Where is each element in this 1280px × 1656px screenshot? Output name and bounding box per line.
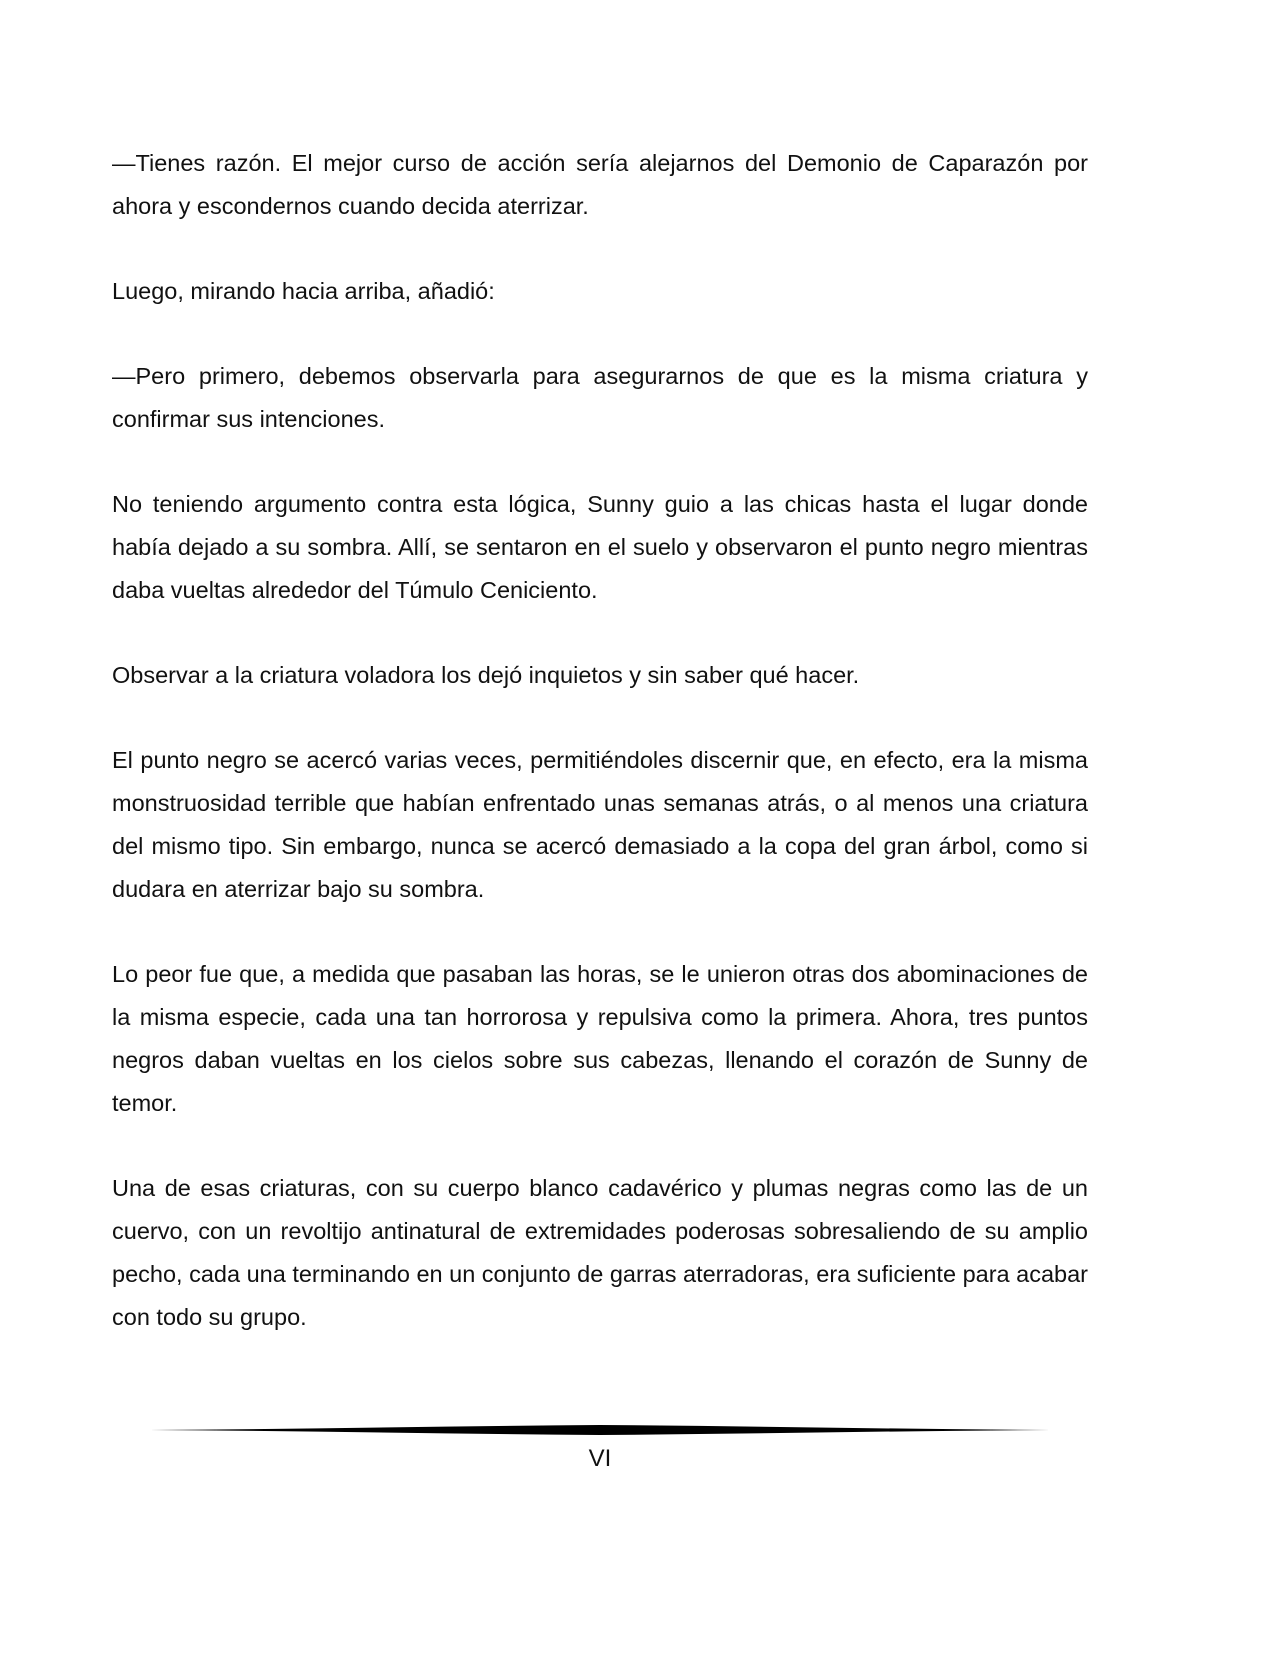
- body-text: [112, 142, 1088, 1381]
- ornamental-divider: [150, 1424, 1050, 1436]
- paragraph: El punto negro se acercó varias veces, permitiéndoles discernir que, en efecto, era la misma monstruosidad terrible que habían enfrentado unas semanas atrás, o al menos una criatura del mismo tipo. Sin embargo, nunca se acercó demasiado a la copa del gran árbol, como si dudara en aterrizar bajo su sombra.: [112, 747, 1088, 902]
- paragraph: Una de esas criaturas, con su cuerpo blanco cadavérico y plumas negras como las de un cuervo, con un revoltijo antinatural de extremidades poderosas sobresaliendo de su amplio pecho, cada una terminando en un conjunto de garras aterradoras, era suficiente para acabar con todo su grupo.: [112, 1175, 1088, 1330]
- paragraph: —Pero primero, debemos observarla para asegurarnos de que es la misma criatura y confirmar sus intenciones.: [112, 363, 1088, 432]
- page-number: VI: [588, 1445, 612, 1472]
- paragraph: Lo peor fue que, a medida que pasaban las horas, se le unieron otras dos abominaciones de la misma especie, cada una tan horrorosa y repulsiva como la primera. Ahora, tres puntos negros daban vueltas en los cielos sobre sus cabezas, llenando el corazón de Sunny de temor.: [112, 961, 1088, 1116]
- paragraph: Observar a la criatura voladora los dejó inquietos y sin saber qué hacer.: [112, 662, 860, 688]
- paragraph: —Tienes razón. El mejor curso de acción sería alejarnos del Demonio de Caparazón por ahora y escondernos cuando decida aterrizar.: [112, 150, 1088, 219]
- paragraph: Luego, mirando hacia arriba, añadió:: [112, 278, 495, 304]
- paragraph: No teniendo argumento contra esta lógica, Sunny guio a las chicas hasta el lugar donde había dejado a su sombra. Allí, se sentaron en el suelo y observaron el punto negro mientras daba vueltas alrededor del Túmulo Ceniciento.: [112, 491, 1088, 603]
